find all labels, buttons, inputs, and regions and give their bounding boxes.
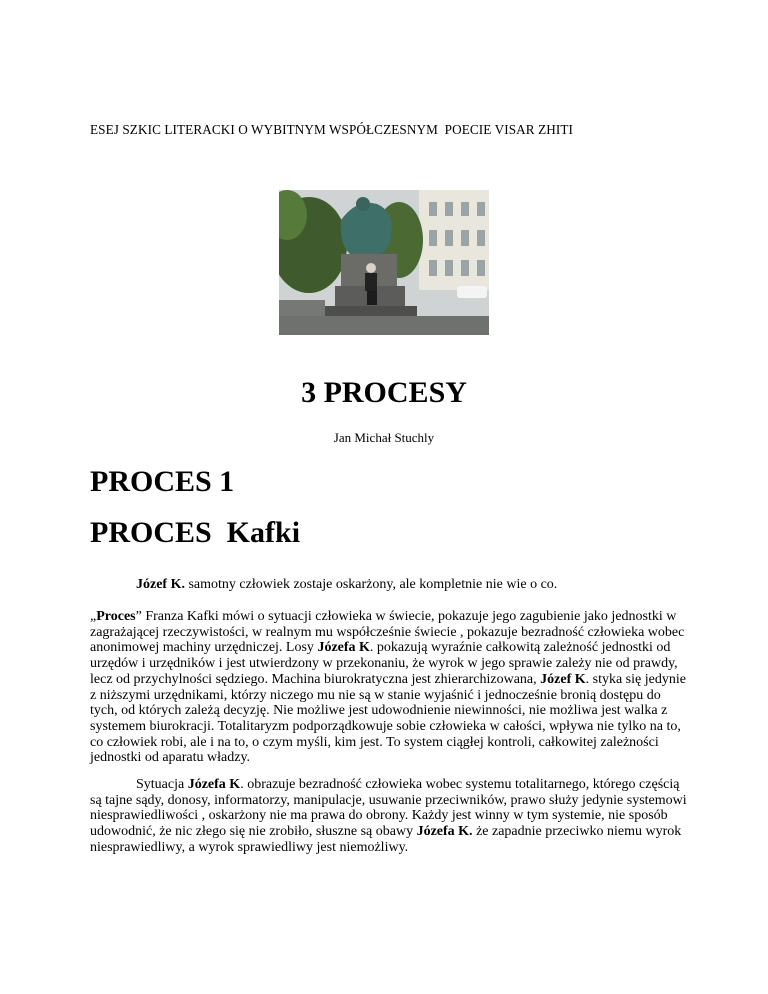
paragraph-2-text-1: Sytuacja [136, 777, 188, 792]
main-title: 3 PROCESY [301, 376, 467, 409]
paragraph-2-text-2: . obrazuje bezradność człowieka wobec systemu totalitarnego, którego częścią są tajne sądy, donosy, informatorzy, manipulacje, usuwanie przeciwników, prawo służy jedynie systemowi niesprawiedliwości , oskarżony nie ma prawa do obrony. Każdy jest winny w tym systemie, nie sposób udowodnić, że nic złego się nie zrobiło, słuszne są obawy [90, 777, 687, 840]
monument-photo [279, 190, 489, 335]
bold-name-1: Józefa K [317, 640, 370, 656]
essay-header-line: ESEJ SZKIC LITERACKI O WYBITNYM WSPÓŁCZESNYM POECIE VISAR ZHITI [90, 122, 573, 137]
open-quote: „ [90, 609, 97, 624]
bold-name-2: Józef K [540, 671, 586, 687]
subsection-heading: PROCES Kafki [90, 516, 301, 549]
bold-name-3: Józefa K [187, 777, 241, 792]
section-heading: PROCES 1 [90, 465, 235, 498]
lead-sentence [136, 577, 557, 593]
bold-name-4: Józefa K. [416, 824, 473, 840]
lead-text: samotny człowiek zostaje oskarżony, ale kompletnie nie wie o co. [184, 577, 558, 592]
paragraph-1 [90, 609, 690, 766]
proces-title-bold: Proces [96, 609, 136, 624]
author-name: Jan Michał Stuchly [333, 430, 435, 445]
paragraph-2 [90, 777, 690, 856]
paragraph-2-text-3: że zapadnie przeciwko niemu wyrok niesprawiedliwy, a wyrok sprawiedliwy jest niemożliwy. [90, 824, 682, 855]
paragraph-1-text-2: . pokazują wyraźnie całkowitą zależność jednostki od urzędów i urzędników i jest utwierdzony w przekonaniu, że wyrok w jego sprawie zależy nie od prawdy, lecz od przychylności sędziego. Machina biurokratyczna jest zhierarchizowana, [90, 640, 678, 687]
lead-bold-name: Józef K. [136, 577, 185, 592]
paragraph-1-text-1: ” Franza Kafki mówi o sytuacji człowieka w świecie, pokazuje jego zagubienie jako jednostki w zagrażającej rzeczywistości, w realnym mu współcześnie świecie , pokazuje bezradność człowieka wobec anonimowej machiny urzędniczej. Losy [90, 609, 685, 656]
paragraph-1-text-3: . styka się jedynie z niższymi urzędnikami, którzy niczego mu nie są w stanie wyjaśnić i jednocześnie bronią dostępu do tych, od których zależą decyzję. Nie możliwe jest udowodnienie niewinności, nie możliwa jest walka z systemem biurokracji. Totalitaryzm podporządkowuje sobie człowieka w całości, wpływa nie tylko na to, co człowiek robi, ale i na to, o czym myśli, kim jest. To system ciągłej kontroli, całkowitej zależności jednostki od aparatu władzy. [90, 671, 686, 766]
